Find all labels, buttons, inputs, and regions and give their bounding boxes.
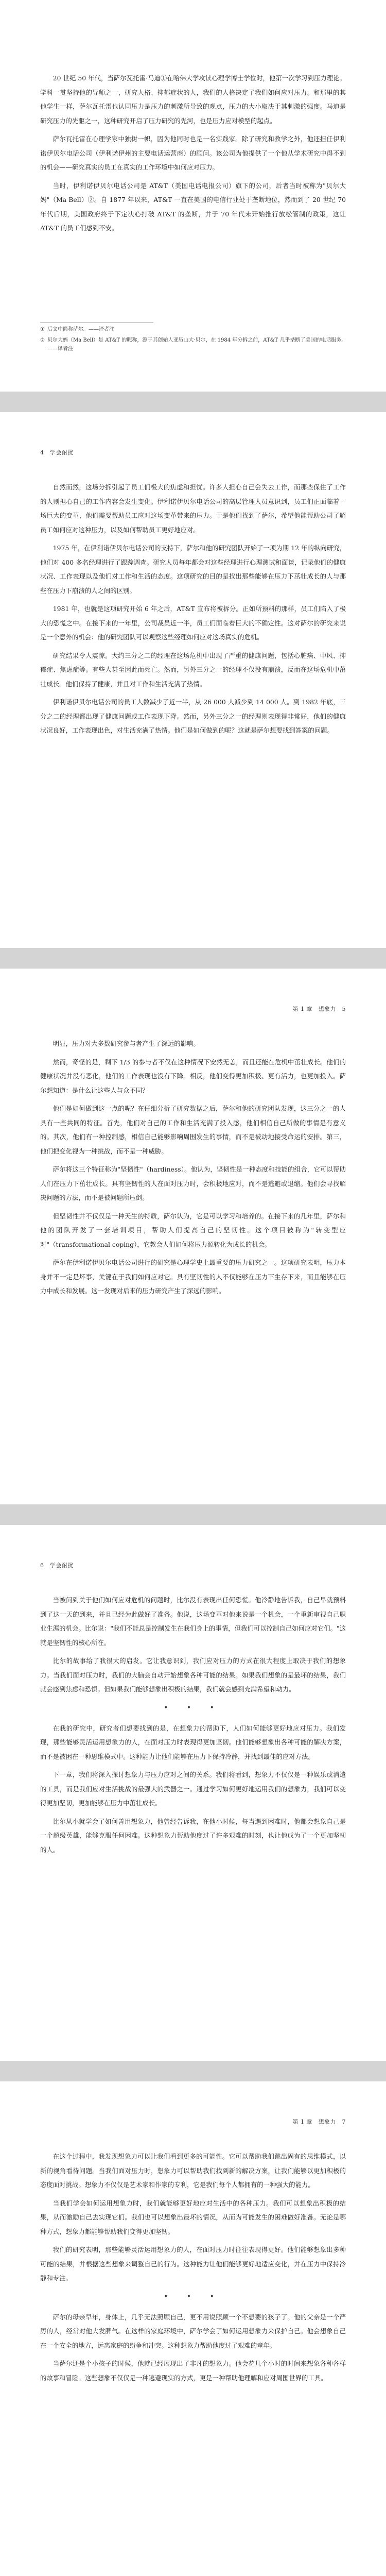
paragraph: 我们的研究表明，那些能够灵活运用想象力的人，在面对压力时往往表现得更好。他们能够想象出多种可能的结果，并根据这些想象来调整自己的行为。这种能力让他们能够更好地适应变化，并在压力中保持冷静和专注。: [40, 2246, 346, 2282]
footnote-text: 后文中简称萨尔。——译者注: [47, 327, 114, 332]
running-header: 6 学会耐扰: [40, 1562, 74, 1569]
paragraph: 比尔的故事给了我很大的启发。它让我意识到，我们应对压力的方式在很大程度上取决于我们的想象力。当我们面对压力时，我们的大脑会自动开始想象各种可能的结果。如果我们想象的是最坏的结果，我们就会感到焦虑和恐惧。但如果我们能够想象出积极的结果，我们就会感到充满希望和动力。: [40, 1657, 346, 1693]
paragraph: 当我们学会如何运用想象力时，我们就能够更好地应对生活中的各种压力。我们可以想象出积极的结果，从而激励自己去实现它们。我们也可以想象出最坏的情况，从而为可能发生的困难做好准备。无论是哪种方式，想象力都能够帮助我们变得更加坚韧。: [40, 2199, 346, 2235]
section-separator: • • •: [164, 2292, 222, 2301]
paragraph: 萨尔瓦托雷在心理学家中独树一帜，因为他同时也是一名实践家。除了研究和教学之外，他还担任伊利诺伊贝尔电话公司（伊利诺伊州的主要电话运营商）的顾问。该公司为他提供了一个他从学术研究中得不到的机会——研究真实的员工在真实的工作环境中如何应对压力。: [40, 135, 346, 171]
footnote-1: [40, 325, 353, 334]
page-2: [0, 412, 386, 948]
page-5-body: [40, 2149, 346, 2389]
paragraph: 20 世纪 50 年代，当萨尔瓦托雷·马迪①在哈佛大学攻读心理学博士学位时，他第一次学习到压力理论。学科一贯坚持他的导师之一，研究人格、抑郁症状的人，我们的人格决定了我们如何应对压力。和那里的其他学生一样，萨尔瓦托雷也认同压力是压力的刺激所导致的观点，压力的大小取决于其刺激的强度。马迪是研究压力的先驱之一，这种研究开启了压力研究的先河，也是压力应对模型的起点。: [40, 74, 346, 125]
paragraph: 自然而然，这场分拆引起了员工们极大的焦虑和担忧。许多人担心自己会失去工作，而那些保住了工作的人则担心自己的工作内容会发生变化。伊利诺伊贝尔电话公司的高层管理人员意识到，员工们正面临着一场巨大的变革，他们需要帮助员工应对这场变革带来的压力。于是他们找到了萨尔，希望他能帮助公司了解员工如何应对这种压力，以及如何帮助员工更好地应对。: [40, 483, 346, 534]
paragraph: 萨尔将这三个特征称为"坚韧性"（hardiness）。他认为，坚韧性是一种态度和技能的组合，它可以帮助人们在压力下茁壮成长。具有坚韧性的人在面对压力时，会积极地应对，而不是逃避或退缩。他们会寻找解决问题的方法，而不是被问题所压倒。: [40, 1165, 346, 1201]
paragraph: 当被问到关于他们如何应对危机的问题时，比尔没有表现出任何恐慌。他冷静地告诉我，自己早就预料到了这一天的到来，并且已经为此做好了准备。他说，这场变革对他来说是一个机会，一个重新审视自己职业生涯的机会。比尔说："我们不能总是控制发生在我们身上的事情，但我们可以控制自己如何应对它们。"这就是坚韧性的核心所在。: [40, 1596, 346, 1647]
paragraph: 当萨尔还是个小孩子的时候，他就已经展现出了非凡的想象力。他会花几个小时的时间来想象各种各样的故事和冒险。这些想象不仅仅是一种逃避现实的方式，更是一种帮助他理解和应对周围世界的工具。: [40, 2360, 346, 2382]
paragraph: 他们是如何做到这一点的呢？在仔细分析了研究数据之后，萨尔和他的研究团队发现，这三分之一的人具有一些共同的特征。首先，他们对自己的工作和生活充满了投入感，他们相信自己所做的事情是有意义的。其次，他们有一种控制感，相信自己能够影响周围发生的事情，而不是被动地接受命运的安排。第三，他们把变化视为一种挑战，而不是一种威胁。: [40, 1105, 346, 1155]
page-1: [0, 0, 386, 392]
paragraph: 当时，伊利诺伊贝尔电话公司是 AT&T（美国电话电报公司）旗下的公司，后者当时被称为"贝尔大妈"（Ma Bell）②。自 1877 年以来，AT&T 一直在美国的电信行业处于垄断地位，然而到了 20 世纪 70 年代后期，美国政府终于下定决心打破 AT&T 的垄断，并于 70 年代末开始推行放松管制的政策，这让 AT&T 的员工们感到不安。: [40, 181, 346, 232]
page-2-body: [40, 480, 346, 742]
running-header: 第 1 章 想象力 7: [292, 2119, 346, 2125]
paragraph: 在我的研究中，研究者们想要找到的是，在想象力的帮助下，人们如何能够更好地应对压力。我们发现，那些能够灵活运用想象力的人，在面对压力时表现得更加坚韧。他们能够想象出各种可能的解决方案，而不是被困在一种思维模式中。这种能力让他们能够在压力下保持冷静，并找到最佳的应对方法。: [40, 1724, 346, 1760]
paragraph: 1975 年，在伊利诺伊贝尔电话公司的支持下，萨尔和他的研究团队开始了一项为期 12 年的纵向研究，他们对 400 多名经理进行了跟踪调查。研究人员每年都会对这些经理进行心理测试和面谈，记录他们的健康状况、工作表现以及他们对工作和生活的态度。这项研究的目的是找出那些能够在压力下茁壮成长的人与那些在压力下崩溃的人之间的区别。: [40, 544, 346, 595]
paragraph: 下一章，我们将深入探讨想象力与压力应对之间的关系。我们将看到，想象力不仅仅是一种娱乐或消遣的工具，而是我们应对生活挑战的最强大的武器之一。通过学习如何更好地运用我们的想象力，我们可以变得更加坚韧，更加能够在压力中茁壮成长。: [40, 1771, 346, 1807]
paragraph: 比尔从小就学会了如何善用想象力，他曾经告诉我，在他小时候，每当遇到困难时，他都会想象自己是一个超级英雄，能够克服任何困难。这种想象力帮助他度过了许多艰难的时刻，也让他成为了一个更加坚韧的人。: [40, 1817, 346, 1854]
page-4-body: [40, 1593, 346, 1861]
paragraph: 萨尔的母亲早年，身体上，几乎无法照顾自己，更不用说照顾一个不想要的孩子了。他的父亲是一个严厉的人，经常对他大发脾气。在这样的家庭环境中，萨尔学会了如何运用想象力来保护自己。他会想象自己在一个安全的地方，远离家庭的纷争和冲突。这种想象力帮助他度过了艰难的童年。: [40, 2313, 346, 2349]
paragraph: 明显，压力对大多数研究参与者产生了深远的影响。: [52, 1040, 200, 1047]
running-header: 4 学会耐扰: [40, 449, 74, 456]
paragraph: 伊利诺伊贝尔电话公司的员工人数减少了近一半，从 26 000 人减少到 14 000 人。到 1982 年底，三分之二的经理都出现了健康问题或工作表现下降。然而，另外三分之一的经理则表现得非常好，他们的健康状况良好，工作表现出色，对生活充满了热情。他们是如何做到的呢？这就是萨尔想要找到答案的问题。: [40, 698, 346, 734]
footnote-text: 贝尔大妈（Ma Bell）是 AT&T 的昵称，源于其创始人亚历山大·贝尔，在 1984 年分拆之前，AT&T 几乎垄断了美国的电话服务。——译者注: [47, 337, 347, 352]
page-1-body: [40, 71, 346, 240]
page-3: [0, 969, 386, 1504]
paragraph: 1981 年，也就是这项研究开始 6 年之后，AT&T 宣布将被拆分。正如所预料的那样，员工们陷入了极大的恐慌之中。在接下来的一年里，公司裁员近一半，员工们面临着巨大的不确定性。这对萨尔的研究来说是一个意外的机会：他的研究团队可以观察这些经理如何应对这场真实的危机。: [40, 605, 346, 641]
paragraph: 研究结果令人震惊。大约三分之二的经理在这场危机中出现了严重的健康问题，包括心脏病、中风、抑郁症、焦虑症等。有些人甚至因此而死亡。然而，另外三分之一的经理不仅没有崩溃，反而在这场危机中茁壮成长。他们保持了健康，并且对工作和生活充满了热情。: [40, 651, 346, 688]
footnote-marker: ②: [40, 337, 45, 343]
paragraph: 但坚韧性并不仅仅是一种天生的特质，萨尔认为，它是可以学习和培养的。在接下来的几年里，萨尔和他的团队开发了一套培训项目，帮助人们提高自己的坚韧性。这个项目被称为"转变型应对"（transformational coping），它教会人们如何将压力源转化为成长的机会。: [40, 1212, 346, 1248]
page-4: [0, 1525, 386, 2061]
footnote-rule: [40, 323, 347, 353]
paragraph: 在这个过程中，我发现想象力可以让我们看到更多的可能性。它可以帮助我们跳出固有的思维模式，以新的视角看待问题。当我们面对压力时，想象力可以帮助我们找到新的解决方案，让我们能够以更加积极的态度面对挑战。想象力不仅仅是艺术家和作家的专利，它是我们每个人都拥有的一种强大的能力。: [40, 2153, 346, 2189]
footnote-2: [40, 336, 353, 353]
paragraph: 萨尔在伊利诺伊贝尔电话公司进行的研究是心理学史上最重要的压力研究之一。这项研究表明，压力本身并不一定是坏事，关键在于我们如何应对它。具有坚韧性的人不仅能够在压力下生存下来，而且能够在压力中成长和发展。这一发现对后来的压力研究产生了深远的影响。: [40, 1259, 346, 1295]
footnote-marker: ①: [40, 327, 45, 332]
running-header: 第 1 章 想象力 5: [292, 1006, 346, 1012]
page-5: [0, 2081, 386, 2576]
page-3-body: [40, 1037, 346, 1302]
paragraph: 然而，奇怪的是，剩下 1/3 的参与者不仅在这种情况下安然无恙，而且还能在危机中茁壮成长。他们的健康状况并没有恶化，他们的工作表现也没有下降。相反，他们变得更加积极、更有活力，也更加投入。萨尔想知道：是什么让这些人与众不同？: [40, 1058, 346, 1094]
section-separator: • • •: [164, 1703, 222, 1712]
